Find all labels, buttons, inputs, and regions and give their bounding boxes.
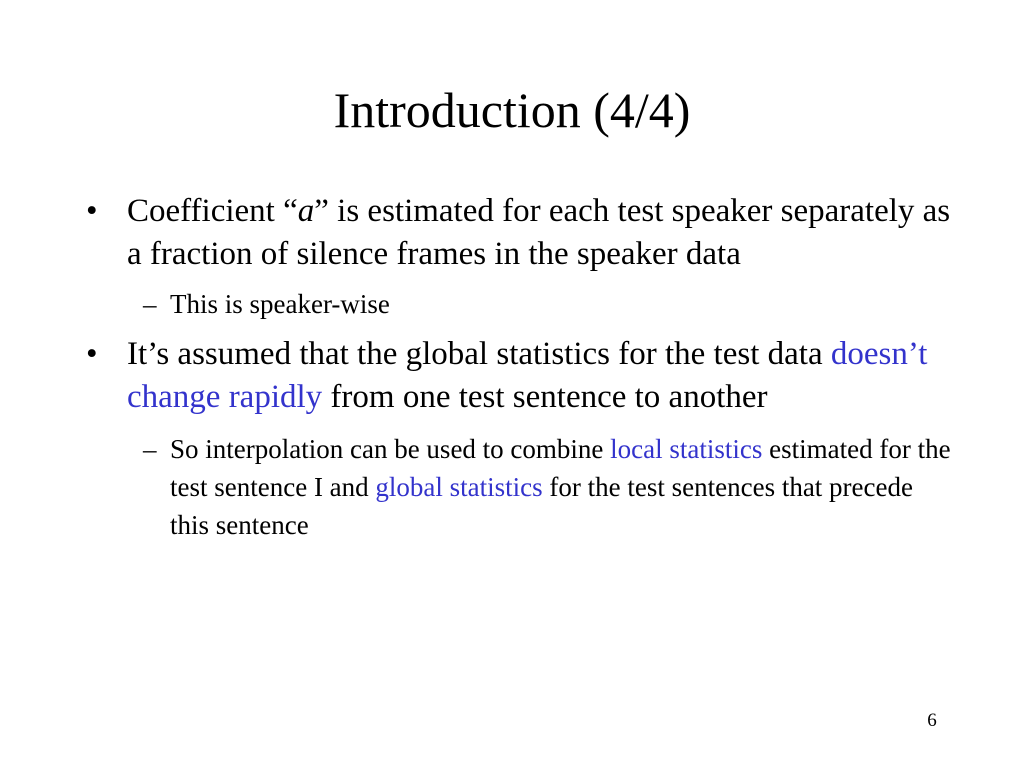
quote-open: “ [283, 193, 298, 229]
sub-bullet-interpolation [86, 430, 956, 544]
bullet-mark: • [86, 336, 98, 372]
bullet-text-start: It’s assumed that the global statistics for the test data [127, 336, 831, 372]
sub-bullet-text: This is speaker-wise [170, 289, 390, 319]
sub-bullet-text-start: So interpolation can be used to combine [170, 434, 611, 464]
sub-bullet-text-end: for the test sentences that precede this sentence [170, 472, 913, 540]
slide-title: Introduction (4/4) [333, 82, 691, 138]
highlight-doesnt-change-rapidly: doesn’t change rapidly [127, 336, 928, 415]
page-number: 6 [927, 710, 937, 731]
bullet-text-end: from one test sentence to another [322, 379, 768, 415]
bullet-item-global-statistics [86, 333, 956, 419]
dash-mark: – [143, 434, 157, 464]
dash-mark: – [143, 289, 157, 319]
highlight-global-statistics: global statistics [375, 472, 543, 502]
sub-bullet-text-middle: estimated for the test sentence I and [170, 434, 951, 502]
bullet-text-start: Coefficient [127, 193, 284, 229]
bullet-mark: • [86, 193, 98, 229]
sub-bullet-speaker-wise [86, 285, 956, 323]
bullet-item-coefficient [86, 190, 956, 276]
slide-content [86, 190, 956, 544]
variable-a: a [297, 193, 315, 229]
highlight-local-statistics: local statistics [610, 434, 763, 464]
bullet-text-end: is estimated for each test speaker separately as a fraction of silence frames in the speaker data [127, 193, 951, 272]
quote-close: ” [314, 193, 329, 229]
